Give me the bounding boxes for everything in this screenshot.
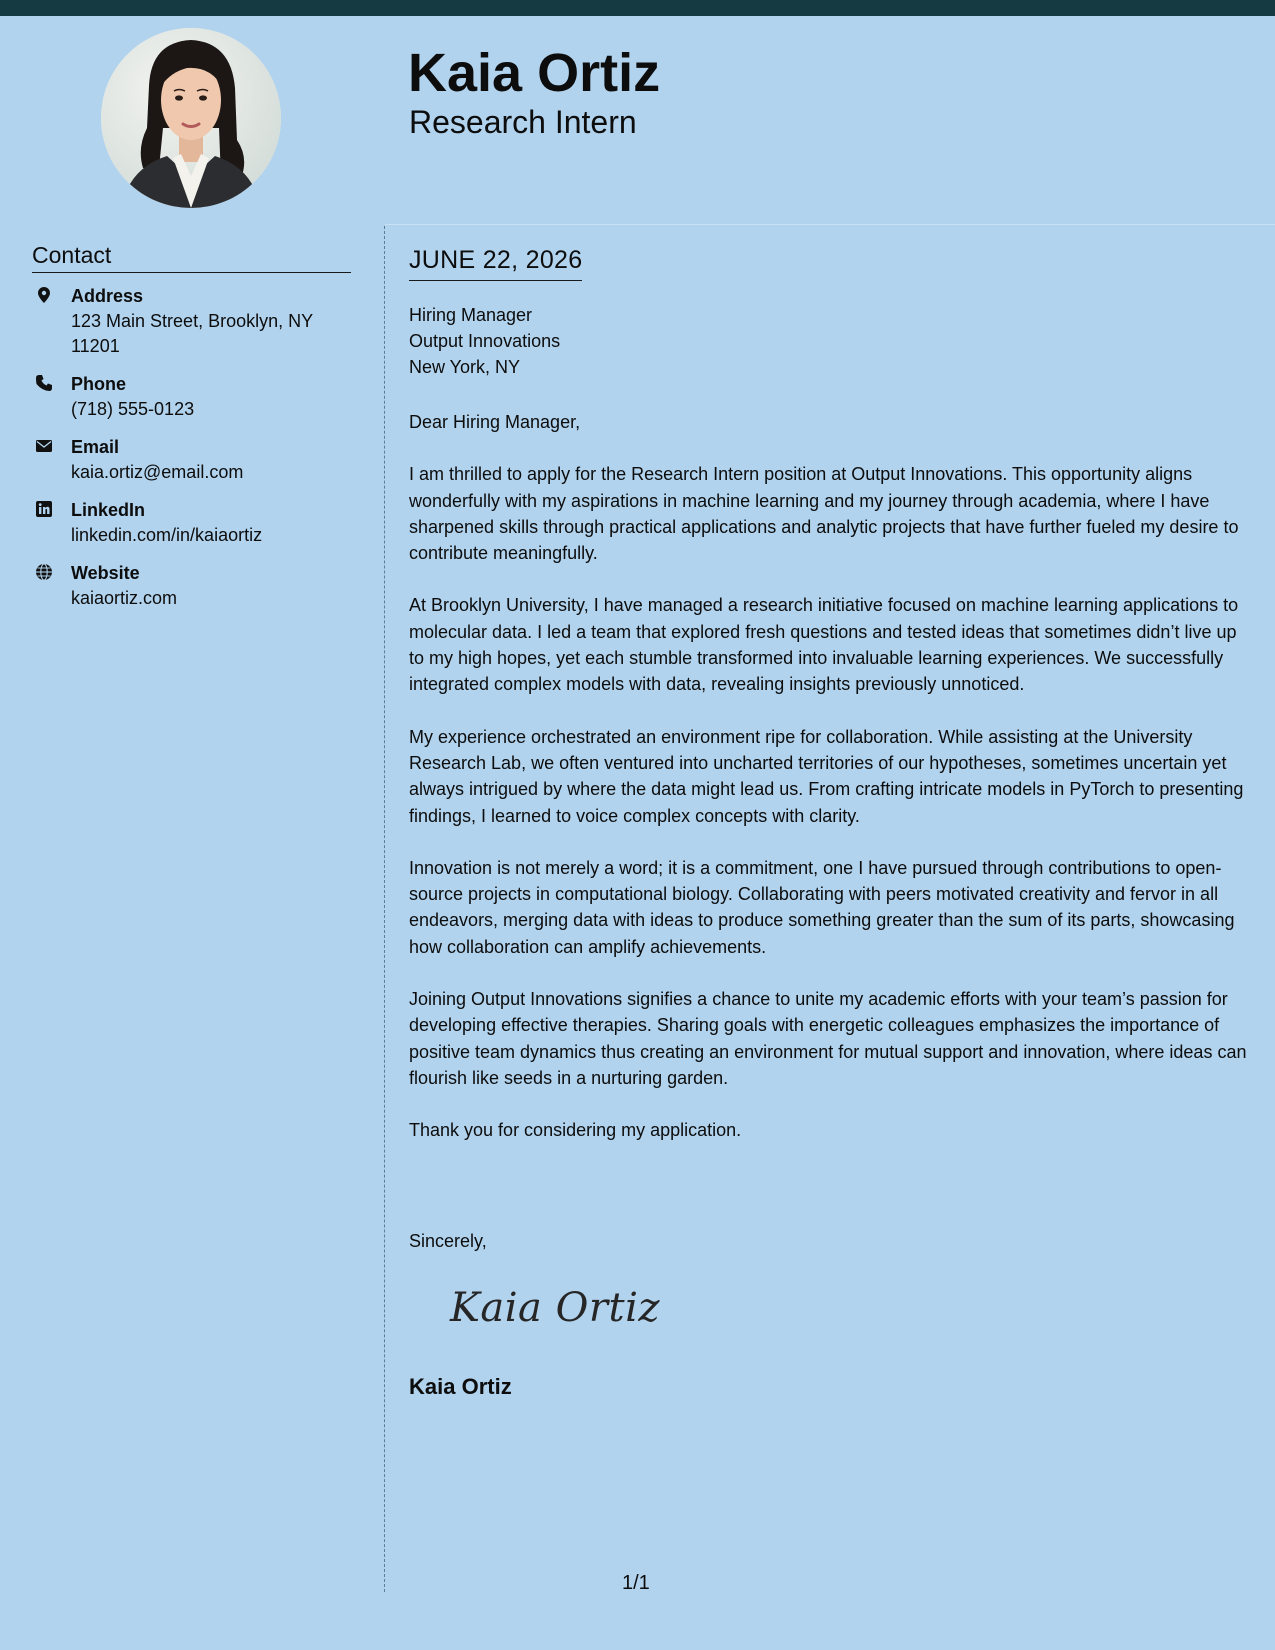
recipient-line: New York, NY bbox=[409, 357, 521, 377]
recipient-line: Hiring Manager bbox=[409, 305, 533, 325]
letter-paragraph: My experience orchestrated an environment ripe for collaboration. While assisting at the University Research Lab, we often ventured into uncharted territories of our hypotheses, sometimes uncertain yet always intrigued by where the data might lead us. From crafting intricate models in PyTorch to presenting findings, I learned to voice complex concepts with clarity. bbox=[409, 726, 1244, 826]
contact-label-address: Address bbox=[71, 286, 144, 306]
contact-value-linkedin: linkedin.com/in/kaiaortiz bbox=[71, 525, 263, 545]
linkedin-icon bbox=[35, 500, 53, 518]
thanks-line: Thank you for considering my application. bbox=[409, 1120, 742, 1141]
contact-value-phone: (718) 555-0123 bbox=[71, 399, 195, 419]
closing: Sincerely, bbox=[409, 1231, 487, 1251]
top-accent-bar bbox=[0, 0, 1275, 16]
map-pin-icon bbox=[35, 286, 53, 304]
profile-photo bbox=[101, 28, 281, 208]
envelope-icon bbox=[35, 437, 53, 455]
contact-list bbox=[32, 284, 352, 611]
letter-date: JUNE 22, 2026 bbox=[409, 244, 582, 281]
contact-value-address: 123 Main Street, Brooklyn, NY 11201 bbox=[71, 311, 313, 356]
applicant-name: Kaia Ortiz bbox=[408, 43, 661, 103]
contact-item-website bbox=[32, 561, 352, 611]
contact-item-phone bbox=[32, 372, 352, 422]
header-divider bbox=[385, 224, 1275, 225]
recipient-line: Output Innovations bbox=[409, 331, 561, 351]
salutation: Dear Hiring Manager, bbox=[409, 412, 581, 432]
contact-label-email: Email bbox=[71, 437, 120, 457]
contact-value-website: kaiaortiz.com bbox=[71, 588, 178, 608]
signed-name: Kaia Ortiz bbox=[409, 1374, 512, 1399]
globe-icon bbox=[35, 563, 53, 581]
page-number: 1/1 bbox=[622, 1572, 650, 1594]
letter-paragraph: Innovation is not merely a word; it is a commitment, one I have pursued through contributions to open-source projects in computational biology. Collaborating with peers motivated creativity and fervor in all endeavors, merging data with ideas to produce something greater than the sum of its parts, showcasing how collaboration can amplify achievements. bbox=[409, 857, 1235, 957]
contact-label-phone: Phone bbox=[71, 374, 127, 394]
contact-heading: Contact bbox=[32, 240, 351, 273]
handwritten-signature: Kaia Ortiz bbox=[450, 1285, 660, 1331]
letter-paragraph: At Brooklyn University, I have managed a research initiative focused on machine learning applications to molecular data. I led a team that explored fresh questions and tested ideas that sometimes didn’t live up to my high hopes, yet each stumble transformed into invaluable learning experiences. We successfully integrated complex models with data, revealing insights previously unnoticed. bbox=[409, 595, 1239, 695]
contact-item-email bbox=[32, 435, 352, 485]
contact-item-linkedin bbox=[32, 498, 352, 548]
contact-item-address bbox=[32, 284, 352, 359]
column-divider bbox=[384, 226, 385, 1592]
contact-label-linkedin: LinkedIn bbox=[71, 500, 146, 520]
letter-paragraph: I am thrilled to apply for the Research Intern position at Output Innovations. This opportunity aligns wonderfully with my aspirations in machine learning and my journey through academia, where I have sharpened skills through practical applications and analytic projects that have further fueled my desire to contribute meaningfully. bbox=[409, 464, 1239, 564]
letter-body bbox=[409, 409, 1249, 1144]
contact-label-website: Website bbox=[71, 563, 140, 583]
letter-paragraph: Joining Output Innovations signifies a chance to unite my academic efforts with your team’s passion for developing effective therapies. Sharing goals with energetic colleagues emphasizes the importance of positive team dynamics thus creating an environment for mutual support and innovation, where ideas can flourish like seeds in a nurturing garden. bbox=[409, 989, 1247, 1088]
phone-icon bbox=[35, 374, 53, 392]
recipient-block bbox=[409, 302, 560, 380]
contact-value-email: kaia.ortiz@email.com bbox=[71, 462, 244, 482]
job-title: Research Intern bbox=[409, 104, 637, 140]
